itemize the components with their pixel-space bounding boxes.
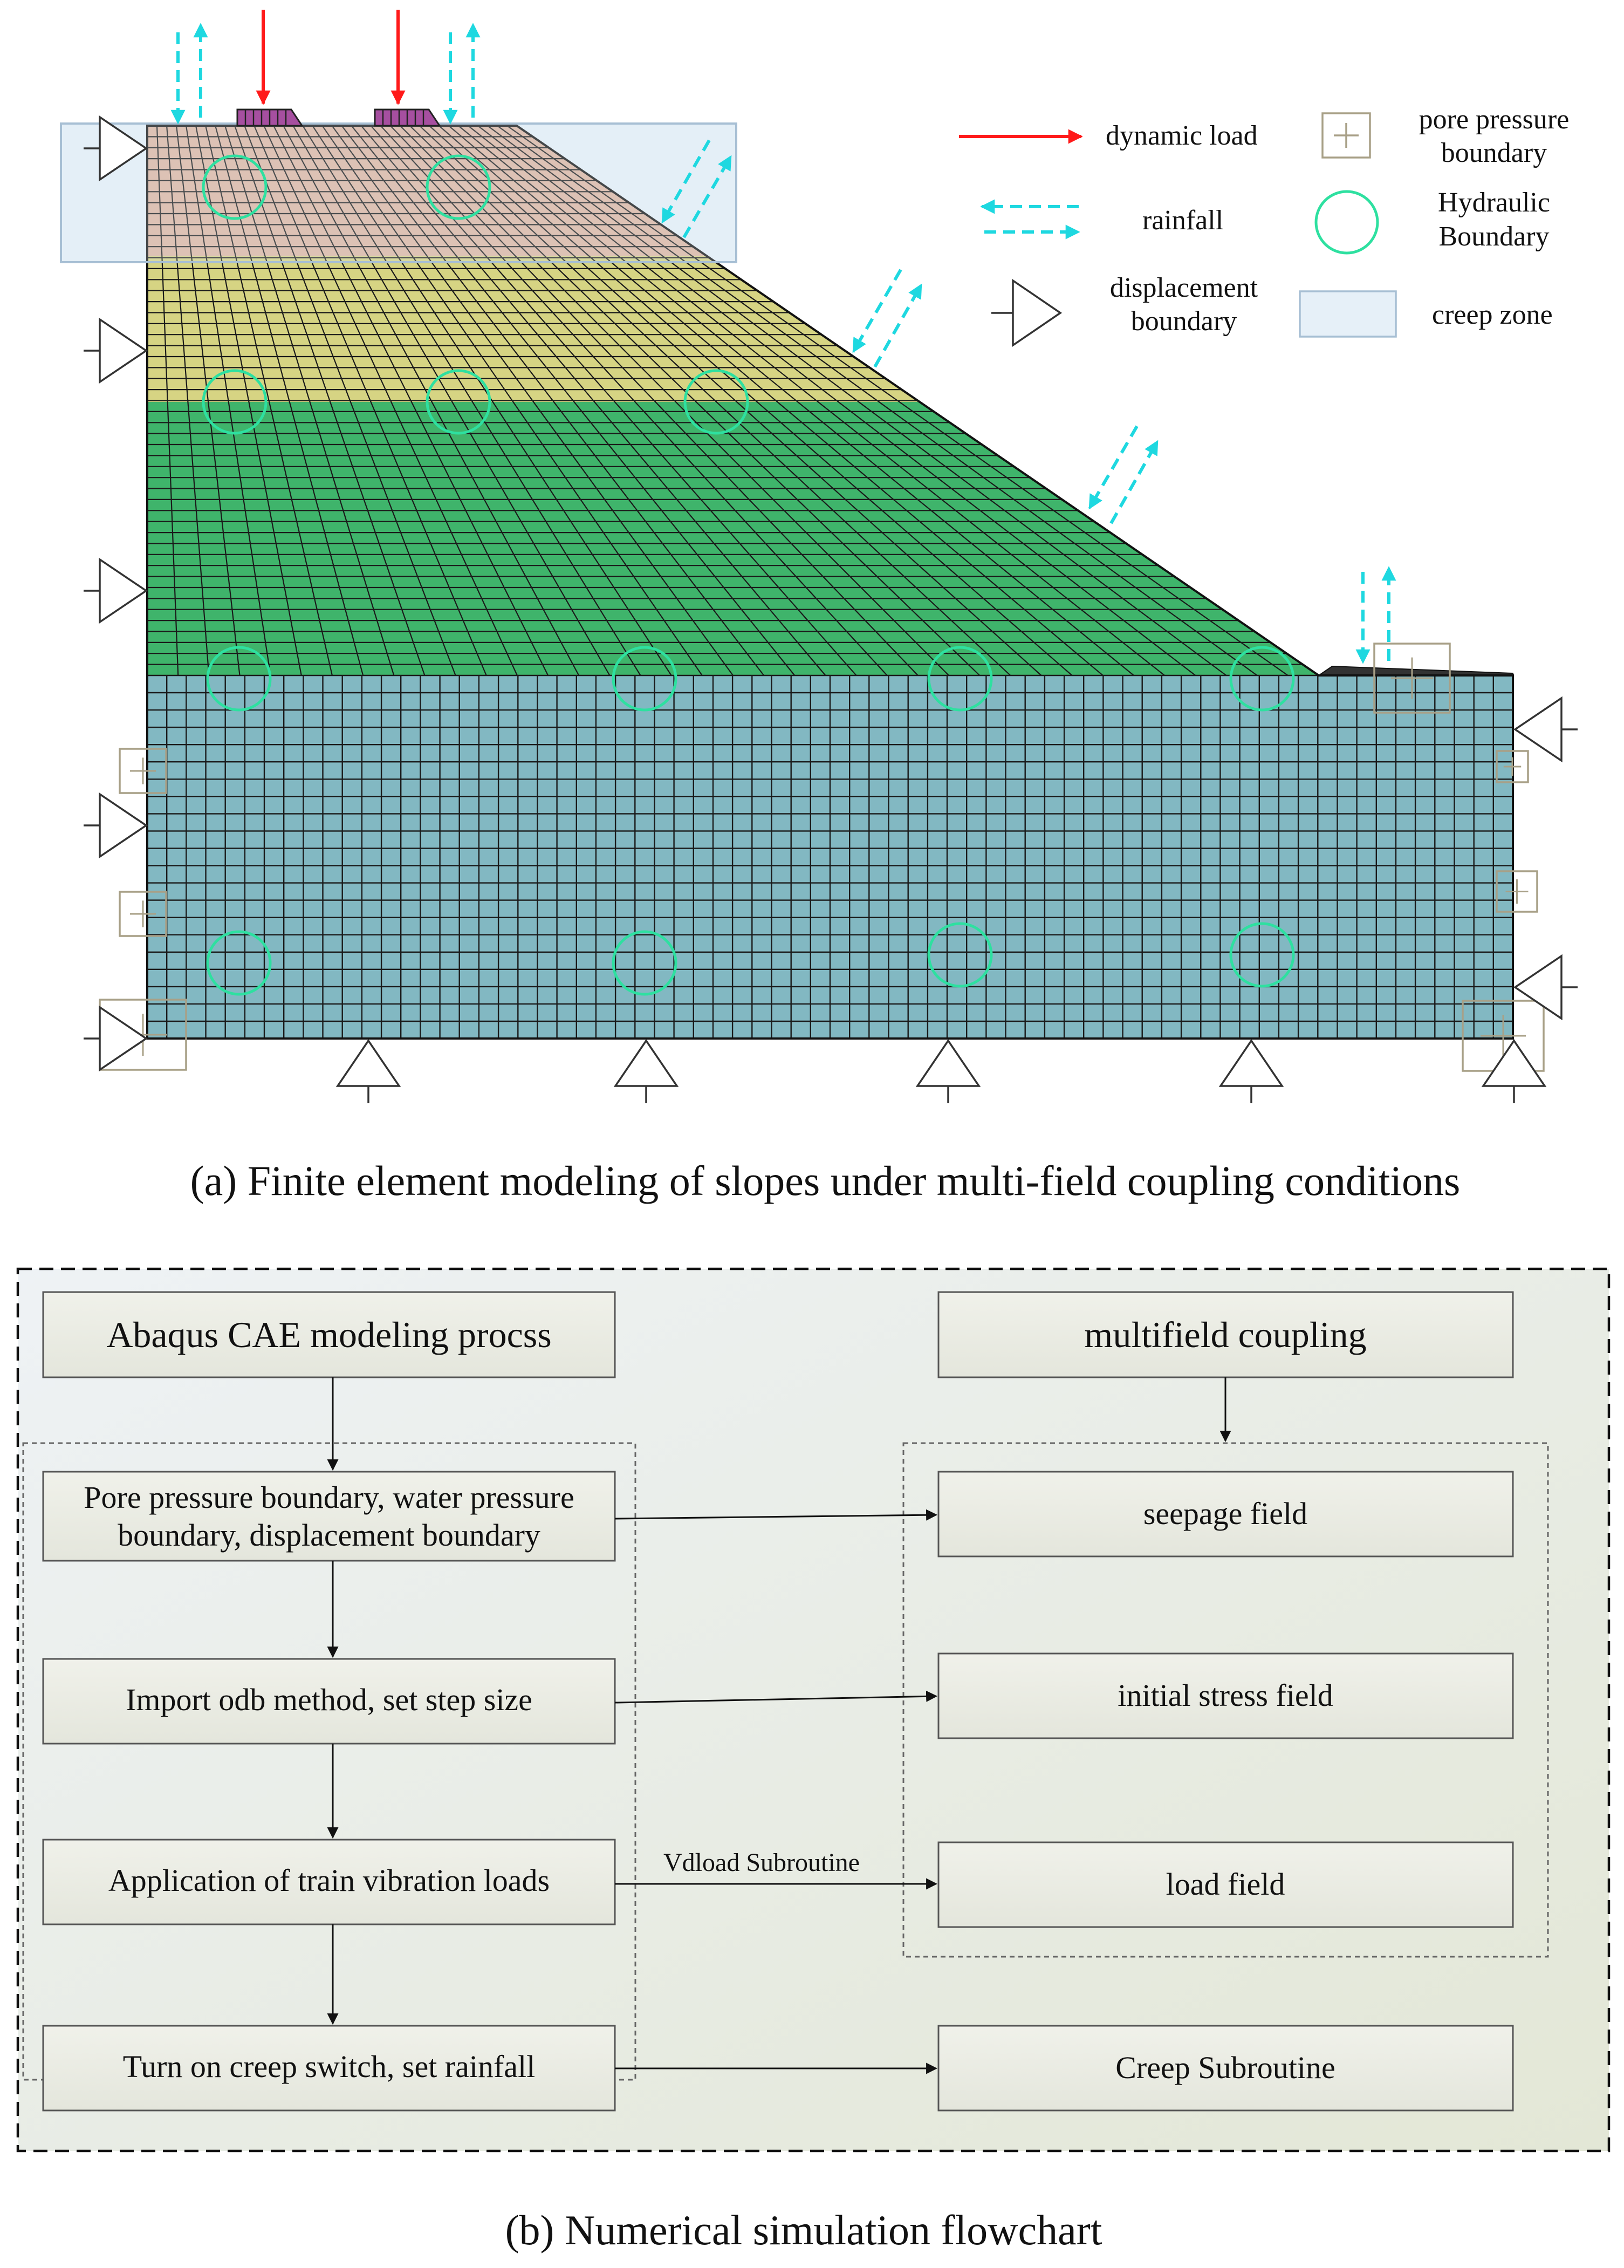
legend-creep-zone: creep zone xyxy=(1432,299,1553,330)
abaqus-header: Abaqus CAE modeling procss xyxy=(106,1314,552,1355)
bottom-support-triangle xyxy=(615,1041,677,1086)
step-4-text: Turn on creep switch, set rainfall xyxy=(122,2049,536,2084)
legend-rainfall: rainfall xyxy=(1142,205,1224,236)
multifield-header: multifield coupling xyxy=(1084,1314,1367,1355)
legend-displacement-line2: boundary xyxy=(1130,306,1237,337)
vdload-label: Vdload Subroutine xyxy=(663,1848,860,1877)
legend-pore-pressure-icon xyxy=(1323,113,1370,158)
bottom-support-triangle xyxy=(917,1041,979,1086)
legend-hydraulic-line2: Boundary xyxy=(1438,221,1550,252)
displacement-boundary-triangle xyxy=(1515,956,1561,1019)
load-block-right xyxy=(375,110,440,126)
seepage-field: seepage field xyxy=(1143,1496,1308,1531)
displacement-boundary-triangle xyxy=(100,1007,146,1070)
caption-a: (a) Finite element modeling of slopes under multi-field coupling conditions xyxy=(190,1157,1461,1204)
fe-model xyxy=(61,10,1578,1103)
legend-dynamic-load: dynamic load xyxy=(1106,120,1258,151)
bottom-support-triangle xyxy=(1483,1041,1545,1086)
legend-rainfall-icon xyxy=(982,207,1079,232)
step-2-text: Import odb method, set step size xyxy=(126,1682,532,1717)
creep-subroutine: Creep Subroutine xyxy=(1115,2050,1335,2085)
step-3-text: Application of train vibration loads xyxy=(108,1863,550,1898)
legend xyxy=(959,104,1569,345)
legend-displacement-line1: displacement xyxy=(1109,272,1258,303)
legend-pore-pressure-line1: pore pressure xyxy=(1419,104,1570,135)
step-1-line1: Pore pressure boundary, water pressure xyxy=(84,1480,574,1515)
creep-zone-outline xyxy=(61,124,736,262)
load-block-left xyxy=(237,110,302,126)
displacement-boundary-triangle xyxy=(100,319,146,382)
displacement-boundary-triangle xyxy=(100,559,146,622)
load-field: load field xyxy=(1166,1867,1285,1902)
legend-pore-pressure-line2: boundary xyxy=(1441,138,1547,168)
caption-b: (b) Numerical simulation flowchart xyxy=(505,2206,1102,2253)
bottom-support-triangle xyxy=(338,1041,399,1086)
legend-displacement-icon xyxy=(991,281,1060,345)
step-1-line2: boundary, displacement boundary xyxy=(118,1518,540,1553)
bottom-support-triangle xyxy=(1221,1041,1282,1086)
displacement-boundary-triangle xyxy=(100,794,146,857)
flowchart xyxy=(18,1269,1609,2151)
initial-stress-field: initial stress field xyxy=(1118,1678,1333,1713)
legend-creep-zone-icon xyxy=(1300,291,1396,337)
legend-hydraulic-icon xyxy=(1316,192,1378,253)
toe-berm xyxy=(1319,666,1513,675)
legend-hydraulic-line1: Hydraulic xyxy=(1438,187,1550,218)
bottom-supports xyxy=(338,1041,1545,1103)
